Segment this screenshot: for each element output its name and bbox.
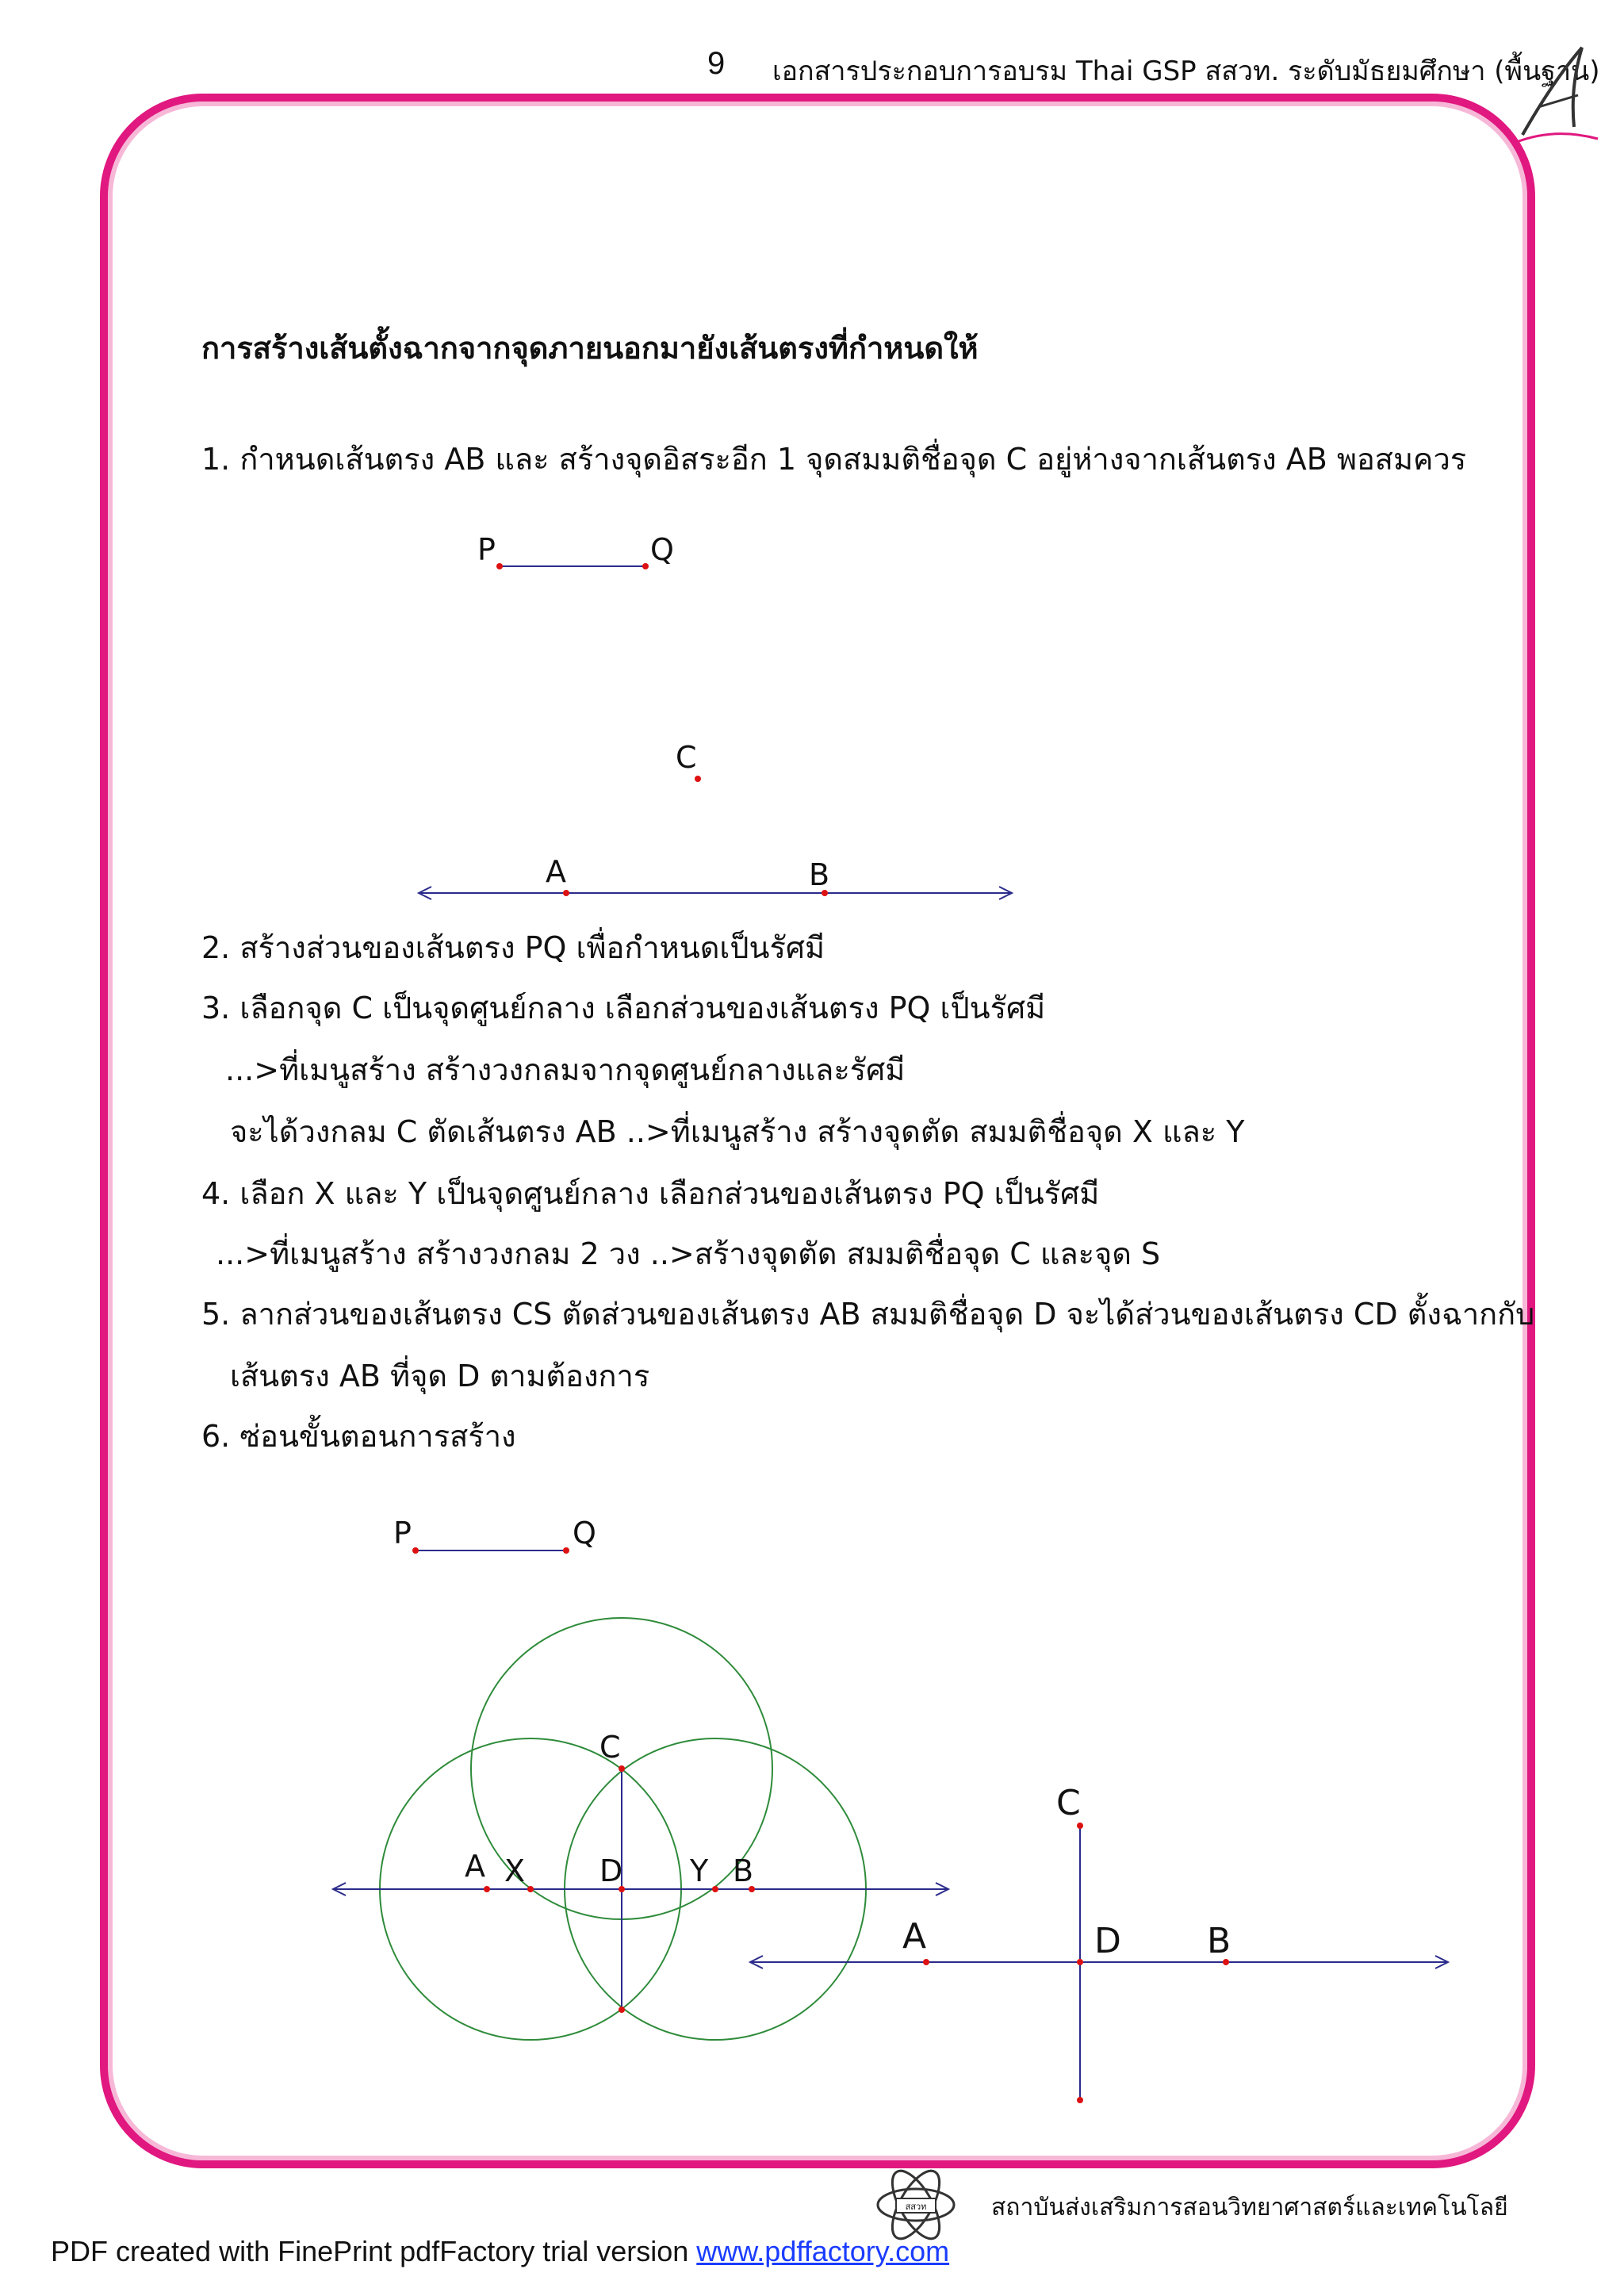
fig2-label-p: P (393, 1516, 412, 1550)
fig2-label-x: X (504, 1853, 526, 1888)
figure-2-line-ab (333, 1883, 948, 1895)
fig1-label-c: C (676, 740, 697, 775)
header-title: เอกสารประกอบการอบรม Thai GSP สสวท. ระดับมัธยมศึกษา (พื้นฐาน) (772, 56, 1600, 87)
fig2-label-a: A (465, 1849, 485, 1884)
fig1-label-q: Q (650, 532, 674, 567)
pdf-note (51, 2235, 949, 2268)
step-4-menu: ...>ที่เมนูสร้าง สร้างวงกลม 2 วง ..>สร้างจุดตัด สมมติชื่อจุด C และจุด S (216, 1236, 1161, 1271)
fig3-label-b: B (1207, 1921, 1231, 1961)
fig1-label-p: P (477, 532, 496, 567)
fig2-point-x (527, 1886, 534, 1892)
step-3: 3. เลือกจุด C เป็นจุดศูนย์กลาง เลือกส่วนของเส้นตรง PQ เป็นรัศมี (201, 991, 1046, 1025)
fig3-label-c: C (1056, 1783, 1081, 1823)
page-number: 9 (707, 46, 726, 81)
fig3-label-a: A (902, 1916, 927, 1957)
step-2: 2. สร้างส่วนของเส้นตรง PQ เพื่อกำหนดเป็นรัศมี (201, 930, 825, 965)
pdffactory-link[interactable]: www.pdffactory.com (696, 2235, 950, 2267)
fig1-label-a: A (546, 854, 566, 889)
logo-text: สสวท (905, 2202, 927, 2212)
fig2-label-d: D (599, 1853, 623, 1888)
step-5-cont: เส้นตรง AB ที่จุด D ตามต้องการ (230, 1359, 650, 1393)
figure-3 (750, 1823, 1448, 2103)
step-6: 6. ซ่อนขั้นตอนการสร้าง (201, 1419, 516, 1454)
page-title: การสร้างเส้นตั้งฉากจากจุดภายนอกมายังเส้นตรงที่กำหนดให้ (201, 331, 979, 366)
step-4: 4. เลือก X และ Y เป็นจุดศูนย์กลาง เลือกส่วนของเส้นตรง PQ เป็นรัศมี (201, 1176, 1100, 1211)
figure-2-segment-pq (412, 1547, 569, 1554)
fig3-label-d: D (1094, 1921, 1121, 1961)
fig2-label-c: C (599, 1730, 621, 1765)
step-5: 5. ลากส่วนของเส้นตรง CS ตัดส่วนของเส้นตรง AB สมมติชื่อจุด D จะได้ส่วนของเส้นตรง CD ตั้งฉากกับ (201, 1297, 1535, 1332)
fig1-label-b: B (809, 857, 830, 892)
step-1: 1. กำหนดเส้นตรง AB และ สร้างจุดอิสระอีก 1 จุดสมมติชื่อจุด C อยู่ห่างจากเส้นตรง AB พอสมควร (201, 442, 1467, 477)
fig2-point-a (484, 1886, 490, 1892)
fig2-label-b: B (733, 1853, 754, 1888)
fig2-point-y (712, 1886, 718, 1892)
step-3-result: จะได้วงกลม C ตัดเส้นตรง AB ..>ที่เมนูสร้าง สร้างจุดตัด สมมติชื่อจุด X และ Y (230, 1114, 1245, 1149)
fig2-label-y: Y (690, 1853, 709, 1888)
fig2-point-c (619, 1765, 625, 1772)
fig2-point-s (619, 2007, 625, 2013)
pdf-note-text: PDF created with FinePrint pdfFactory trial version (51, 2235, 697, 2267)
fig2-label-q: Q (573, 1516, 596, 1550)
step-3-menu: ...>ที่เมนูสร้าง สร้างวงกลมจากจุดศูนย์กลางและรัศมี (225, 1052, 906, 1087)
footer-institute: สถาบันส่งเสริมการสอนวิทยาศาสตร์และเทคโนโลยี (991, 2194, 1508, 2221)
